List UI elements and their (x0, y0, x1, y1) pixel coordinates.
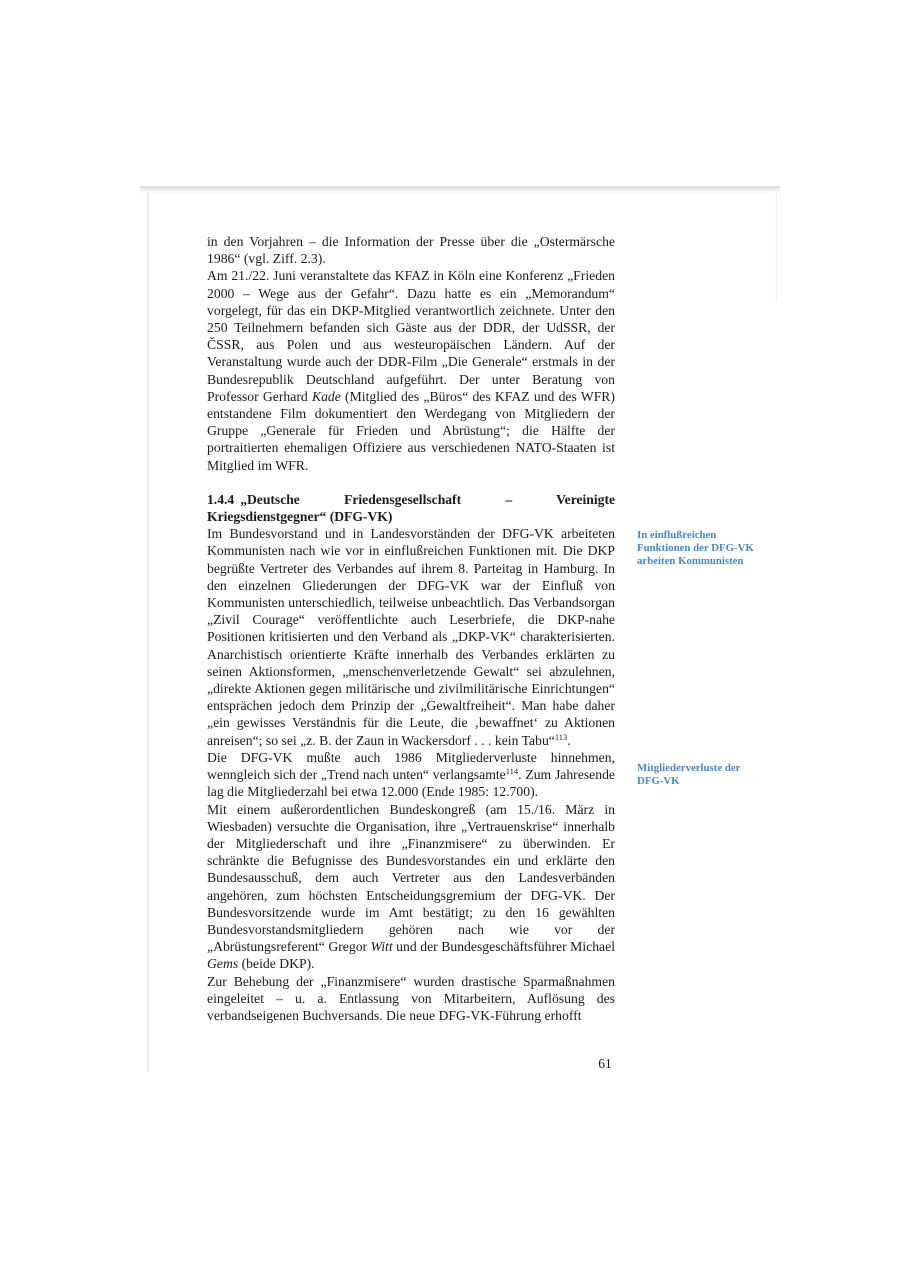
paragraph-kfaz-conference (207, 267, 615, 473)
paragraph-kfaz-text-end: (Mitglied des „Büros“ des KFAZ und des WFR) entstandene Film dokumentiert den Werdegang von Mitgliedern der Gruppe „Generale für Frieden und Abrüstung“; die Hälfte der portraitierten ehemaligen Offiziere aus verschiedenen NATO-Staaten ist Mitglied im WFR. (207, 388, 615, 473)
paragraph-congress-end: (beide DKP). (238, 956, 315, 972)
footnote-ref-113: 113 (554, 731, 568, 742)
margin-note-membership-losses: Mitgliederverluste der DFG-VK (637, 762, 741, 787)
name-gems: Gems (207, 956, 239, 972)
name-witt: Witt (370, 939, 393, 955)
section-title: „Deutsche Friedensgesellschaft – Vereinigte Kriegsdienstgegner“ (DFG-VK) (207, 491, 615, 525)
scan-shadow-left (147, 192, 150, 1072)
name-kade: Kade (311, 388, 341, 404)
paragraph-dfg-vk-communists (207, 525, 615, 749)
paragraph-austerity: Zur Behebung der „Finanzmisere“ wurden drastische Sparmaßnahmen eingeleitet – u. a. Entlassung von Mitarbeitern, Auflösung des verbandseigenen Buchversands. Die neue DFG-VK-Führung erhofft (207, 973, 615, 1023)
section-number: 1.4.4 (207, 491, 235, 507)
footnote-ref-114: 114 (505, 766, 519, 777)
scan-shadow-right (775, 192, 777, 302)
margin-note-influential-functions: In einflußreichen Funktionen der DFG-VK arbeiten Kommunisten (637, 529, 754, 567)
paragraph-congress (207, 801, 615, 973)
paragraph-intro: in den Vorjahren – die Information der Presse über die „Ostermärsche 1986“ (vgl. Ziff. 2.3). (207, 234, 615, 267)
paragraph-communists-end: . (567, 732, 571, 748)
paragraph-communists-text: Im Bundesvorstand und in Landesvorständen der DFG-VK arbeiteten Kommunisten nach wie vor in einflußreichen Funktionen mit. Die DKP begrüßte Vertreter des Verbandes auf ihrem 8. Parteitag in Hamburg. In den einzelnen Gliederungen der DFG-VK war der Einfluß von Kommunisten unterschiedlich, teilweise unbeachtlich. Das Verbandsorgan „Zivil Courage“ veröffentlichte auch Leserbriefe, die DKP-nahe Positionen kritisierten und den Verband als „DKP-VK“ charakterisierten. Anarchistisch orientierte Kräfte innerhalb des Verbandes erklärten zu seinen Aktionsformen, „menschenverletzende Gewalt“ sei abzulehnen, „direkte Aktionen gegen militärische und zivilmilitärische Einrichtungen“ entsprächen jedoch dem Prinzip der „Gewaltfreiheit“. Man habe daher „ein gewisses Verständnis für die Leute, die ‚bewaffnet‘ zu Aktionen anreisen“; so sei „z. B. der Zaun in Wackersdorf . . . kein Tabu“ (207, 526, 615, 748)
section-heading (207, 491, 615, 525)
paragraph-kfaz-text: Am 21./22. Juni veranstaltete das KFAZ in Köln eine Konferenz „Frieden 2000 – Wege aus der Gefahr“. Dazu hatte es ein „Memorandum“ vorgelegt, für das ein DKP-Mitglied verantwortlich zeichnete. Unter den 250 Teilnehmern befanden sich Gäste aus der DDR, der UdSSR, der ČSSR, aus Polen und aus westeuropäischen Ländern. Auf der Veranstaltung wurde auch der DDR-Film „Die Generale“ erstmals in der Bundesrepublik Deutschland aufgeführt. Der unter Beratung von Professor Gerhard (207, 268, 615, 404)
paragraph-congress-text: Mit einem außerordentlichen Bundeskongreß (am 15./16. März in Wiesbaden) versuchte die Organisation, ihre „Vertrauenskrise“ innerhalb der Mitgliederschaft und ihre „Finanzmisere“ zu überwinden. Er schränkte die Befugnisse des Bundesvorstandes ein und erklärte den Bundesausschuß, dem auch Vertreter aus den Landesverbänden angehören, zum höchsten Entscheidungsgremium der DFG-VK. Der Bundesvorsitzende wurde im Amt bestätigt; zu den 16 gewählten Bundesvorstandsmitgliedern gehören nach wie vor der „Abrüstungsreferent“ Gregor (207, 801, 615, 955)
paragraph-membership-text: Die DFG-VK mußte auch 1986 Mitgliederverluste hinnehmen, wenngleich sich der „Trend nach unten“ verlangsamte (207, 749, 615, 783)
scan-shadow-top (140, 186, 780, 194)
main-text-column (207, 233, 615, 1024)
paragraph-membership-end: . Zum Jahresende lag die Mitgliederzahl bei etwa 12.000 (Ende 1985: 12.700). (207, 767, 615, 800)
paragraph-congress-mid: und der Bundesgeschäftsführer Michael (392, 939, 616, 955)
paragraph-membership-losses (207, 749, 615, 801)
page-number: 61 (598, 1056, 612, 1071)
